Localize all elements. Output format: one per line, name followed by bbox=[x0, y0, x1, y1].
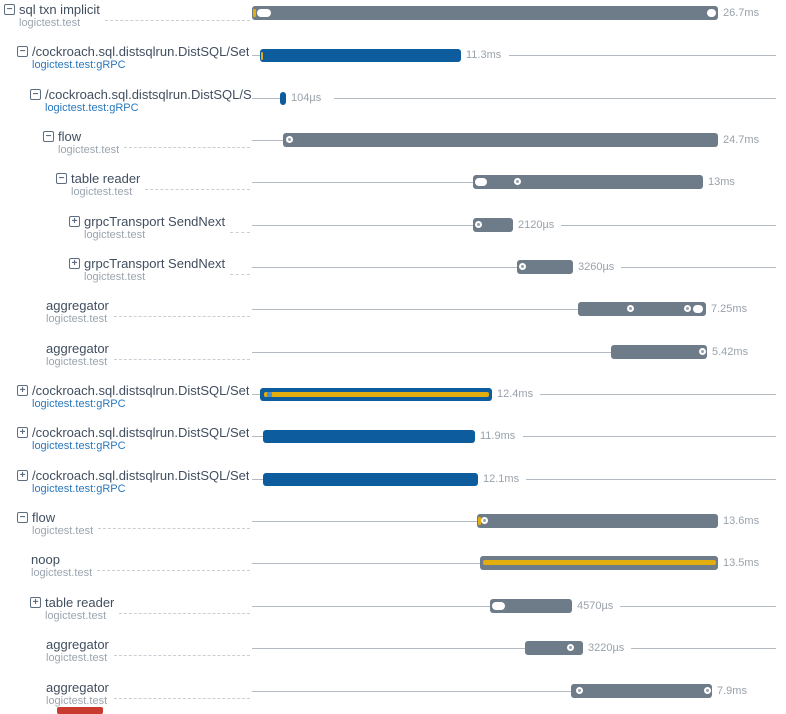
span-duration: 104µs bbox=[291, 92, 322, 104]
span-event-marker[interactable] bbox=[519, 263, 526, 270]
span-title: aggregator bbox=[46, 342, 109, 356]
span-event-marker[interactable] bbox=[286, 136, 293, 143]
span-subtitle: logictest.test bbox=[32, 525, 94, 537]
collapse-icon[interactable]: − bbox=[30, 89, 41, 100]
span-label-area bbox=[17, 384, 252, 414]
timeline-trail-line bbox=[631, 648, 776, 649]
span-duration: 3220µs bbox=[588, 642, 625, 654]
span-label bbox=[46, 342, 109, 368]
timeline-trail-line bbox=[334, 98, 776, 99]
leader-line bbox=[124, 147, 250, 148]
trace-row bbox=[0, 172, 786, 206]
span-duration: 7.9ms bbox=[717, 685, 747, 697]
timeline-lead-line bbox=[252, 55, 260, 56]
timeline-lead-line bbox=[252, 563, 480, 564]
span-label-area bbox=[56, 172, 252, 202]
trace-row bbox=[0, 553, 786, 587]
span-bar[interactable] bbox=[260, 49, 461, 62]
span-event-marker[interactable] bbox=[514, 178, 521, 185]
collapse-icon[interactable]: − bbox=[17, 512, 28, 523]
span-event-marker[interactable] bbox=[481, 517, 488, 524]
span-title: /cockroach.sql.distsqlrun.DistSQL/Set bbox=[32, 469, 250, 483]
span-title: /cockroach.sql.distsqlrun.DistSQL/Set bbox=[32, 45, 250, 59]
leader-line bbox=[114, 698, 250, 699]
trace-row bbox=[0, 215, 786, 249]
span-bar[interactable] bbox=[477, 514, 718, 528]
span-label bbox=[19, 3, 100, 29]
span-duration: 2120µs bbox=[518, 219, 555, 231]
trace-row bbox=[0, 342, 786, 376]
span-duration: 26.7ms bbox=[723, 7, 760, 19]
leader-line bbox=[97, 570, 250, 571]
timeline-lead-line bbox=[252, 479, 263, 480]
span-bar[interactable] bbox=[490, 599, 572, 613]
span-bar[interactable] bbox=[252, 6, 718, 20]
leader-line bbox=[105, 20, 250, 21]
trace-row bbox=[0, 257, 786, 291]
span-bar[interactable] bbox=[571, 684, 712, 698]
span-duration: 12.1ms bbox=[483, 473, 520, 485]
span-label-area bbox=[17, 511, 252, 541]
clipped-red-bar[interactable] bbox=[57, 707, 103, 714]
span-label-area bbox=[31, 553, 252, 583]
span-event-marker[interactable] bbox=[475, 221, 482, 228]
span-bar[interactable] bbox=[480, 556, 718, 570]
span-label bbox=[58, 130, 119, 156]
span-subtitle: logictest.test:gRPC bbox=[45, 102, 139, 114]
span-title: /cockroach.sql.distsqlrun.DistSQL/S bbox=[45, 88, 252, 102]
span-subtitle: logictest.test:gRPC bbox=[32, 440, 126, 452]
trace-row bbox=[0, 511, 786, 545]
trace-row bbox=[0, 426, 786, 460]
timeline-lead-line bbox=[252, 182, 473, 183]
span-subtitle: logictest.test bbox=[71, 186, 133, 198]
timeline-lead-line bbox=[252, 606, 490, 607]
span-duration: 12.4ms bbox=[497, 388, 534, 400]
span-label bbox=[84, 257, 225, 283]
leader-line bbox=[230, 274, 250, 275]
span-title: /cockroach.sql.distsqlrun.DistSQL/Set bbox=[32, 426, 250, 440]
span-subtitle: logictest.test:gRPC bbox=[32, 483, 126, 495]
span-subtitle: logictest.test bbox=[58, 144, 120, 156]
trace-row bbox=[0, 384, 786, 418]
span-title: noop bbox=[31, 553, 60, 567]
span-subtitle: logictest.test:gRPC bbox=[32, 398, 126, 410]
span-bar[interactable] bbox=[517, 260, 573, 274]
span-label-area bbox=[69, 257, 252, 287]
timeline-lead-line bbox=[252, 352, 611, 353]
expand-icon[interactable]: + bbox=[17, 470, 28, 481]
span-bar[interactable] bbox=[525, 641, 583, 655]
span-bar[interactable] bbox=[473, 175, 703, 189]
span-event-marker[interactable] bbox=[567, 644, 574, 651]
span-title: aggregator bbox=[46, 299, 109, 313]
span-event-marker[interactable] bbox=[267, 392, 272, 397]
span-duration: 4570µs bbox=[577, 600, 614, 612]
trace-row bbox=[0, 596, 786, 630]
leader-line bbox=[98, 528, 250, 529]
span-label bbox=[46, 299, 109, 325]
span-label bbox=[45, 596, 114, 622]
span-duration: 11.9ms bbox=[480, 430, 516, 442]
span-label bbox=[46, 638, 109, 664]
span-title: sql txn implicit bbox=[19, 3, 100, 17]
span-title: grpcTransport SendNext bbox=[84, 257, 226, 271]
timeline-trail-line bbox=[620, 606, 776, 607]
span-event-marker[interactable] bbox=[475, 178, 487, 186]
span-subtitle: logictest.test bbox=[45, 610, 107, 622]
span-event-marker[interactable] bbox=[707, 9, 716, 17]
span-bar[interactable] bbox=[280, 92, 286, 105]
trace-row bbox=[0, 3, 786, 37]
expand-icon[interactable]: + bbox=[69, 216, 80, 227]
leader-line bbox=[114, 359, 250, 360]
timeline-trail-line bbox=[509, 55, 776, 56]
span-title: flow bbox=[58, 130, 82, 144]
span-bar[interactable] bbox=[283, 133, 718, 147]
span-subtitle: logictest.test bbox=[19, 17, 81, 29]
span-duration: 13.5ms bbox=[723, 557, 760, 569]
trace-row bbox=[0, 299, 786, 333]
span-label-area bbox=[30, 88, 252, 118]
child-span-bar[interactable] bbox=[264, 392, 489, 397]
span-bar[interactable] bbox=[260, 388, 492, 401]
child-span-bar[interactable] bbox=[483, 560, 716, 565]
span-label-area bbox=[46, 299, 252, 329]
span-label-area bbox=[46, 342, 252, 372]
span-subtitle: logictest.test bbox=[46, 356, 108, 368]
collapse-icon[interactable]: − bbox=[4, 4, 15, 15]
span-label bbox=[31, 553, 92, 579]
trace-row bbox=[0, 88, 786, 122]
span-label bbox=[71, 172, 140, 198]
leader-line bbox=[230, 232, 250, 233]
span-title: grpcTransport SendNext bbox=[84, 215, 226, 229]
leader-line bbox=[114, 655, 250, 656]
span-event-marker[interactable] bbox=[576, 687, 583, 694]
span-event-marker[interactable] bbox=[693, 305, 703, 313]
timeline-trail-line bbox=[526, 479, 776, 480]
span-label-area bbox=[17, 469, 252, 499]
span-duration: 13.6ms bbox=[723, 515, 760, 527]
timeline-lead-line bbox=[252, 225, 473, 226]
trace-row bbox=[0, 45, 786, 79]
span-event-marker[interactable] bbox=[627, 305, 634, 312]
timeline-trail-line bbox=[621, 267, 776, 268]
span-title: aggregator bbox=[46, 638, 109, 652]
trace-row bbox=[0, 681, 786, 714]
span-event-marker[interactable] bbox=[704, 687, 711, 694]
span-duration: 3260µs bbox=[578, 261, 615, 273]
timeline-lead-line bbox=[252, 98, 280, 99]
timeline-lead-line bbox=[252, 521, 477, 522]
leader-line bbox=[114, 316, 250, 317]
span-duration: 11.3ms bbox=[466, 49, 502, 61]
expand-icon[interactable]: + bbox=[17, 385, 28, 396]
expand-icon[interactable]: + bbox=[17, 427, 28, 438]
span-title: /cockroach.sql.distsqlrun.DistSQL/Set bbox=[32, 384, 250, 398]
span-subtitle: logictest.test bbox=[46, 695, 108, 707]
span-event-marker[interactable] bbox=[684, 305, 691, 312]
trace-row bbox=[0, 638, 786, 672]
span-event-marker[interactable] bbox=[253, 9, 256, 17]
timeline-lead-line bbox=[252, 309, 578, 310]
expand-icon[interactable]: + bbox=[69, 258, 80, 269]
span-subtitle: logictest.test bbox=[46, 652, 108, 664]
span-subtitle: logictest.test bbox=[84, 271, 146, 283]
timeline-lead-line bbox=[252, 436, 263, 437]
span-label-area bbox=[43, 130, 252, 160]
timeline-lead-line bbox=[252, 648, 525, 649]
span-event-marker[interactable] bbox=[699, 348, 706, 355]
span-subtitle: logictest.test bbox=[31, 567, 93, 579]
span-label-area bbox=[4, 3, 252, 33]
trace-row bbox=[0, 469, 786, 503]
span-label bbox=[32, 45, 249, 71]
span-event-marker[interactable] bbox=[492, 602, 505, 610]
span-subtitle: logictest.test:gRPC bbox=[32, 59, 126, 71]
span-label-area bbox=[17, 426, 252, 456]
timeline-trail-line bbox=[523, 436, 776, 437]
span-title: table reader bbox=[71, 172, 141, 186]
leader-line bbox=[145, 189, 250, 190]
timeline-trail-line bbox=[561, 225, 776, 226]
span-duration: 5.42ms bbox=[712, 346, 749, 358]
span-label-area bbox=[46, 638, 252, 668]
span-title: flow bbox=[32, 511, 56, 525]
span-label bbox=[32, 469, 249, 495]
span-label bbox=[84, 215, 225, 241]
span-label bbox=[32, 511, 93, 537]
span-bar[interactable] bbox=[611, 345, 707, 359]
collapse-icon[interactable]: − bbox=[43, 131, 54, 142]
span-label bbox=[32, 384, 249, 410]
timeline-lead-line bbox=[252, 394, 260, 395]
span-label-area bbox=[17, 45, 252, 75]
span-title: aggregator bbox=[46, 681, 109, 695]
span-label bbox=[32, 426, 249, 452]
span-event-marker[interactable] bbox=[257, 9, 271, 17]
span-duration: 7.25ms bbox=[711, 303, 748, 315]
span-bar[interactable] bbox=[578, 302, 706, 316]
span-event-marker[interactable] bbox=[261, 52, 263, 60]
span-label-area bbox=[69, 215, 252, 245]
span-subtitle: logictest.test bbox=[84, 229, 146, 241]
timeline-lead-line bbox=[252, 267, 517, 268]
span-duration: 24.7ms bbox=[723, 134, 760, 146]
span-label bbox=[45, 88, 252, 114]
timeline-lead-line bbox=[252, 140, 283, 141]
leader-line bbox=[119, 613, 250, 614]
span-subtitle: logictest.test bbox=[46, 313, 108, 325]
collapse-icon[interactable]: − bbox=[56, 173, 67, 184]
span-bar[interactable] bbox=[473, 218, 513, 232]
span-bar[interactable] bbox=[263, 430, 475, 443]
span-bar[interactable] bbox=[263, 473, 478, 486]
timeline-trail-line bbox=[540, 394, 776, 395]
span-duration: 13ms bbox=[708, 176, 735, 188]
trace-row bbox=[0, 130, 786, 164]
span-title: table reader bbox=[45, 596, 115, 610]
span-label bbox=[46, 681, 109, 707]
expand-icon[interactable]: + bbox=[30, 597, 41, 608]
span-label-area bbox=[30, 596, 252, 626]
timeline-lead-line bbox=[252, 691, 571, 692]
collapse-icon[interactable]: − bbox=[17, 46, 28, 57]
